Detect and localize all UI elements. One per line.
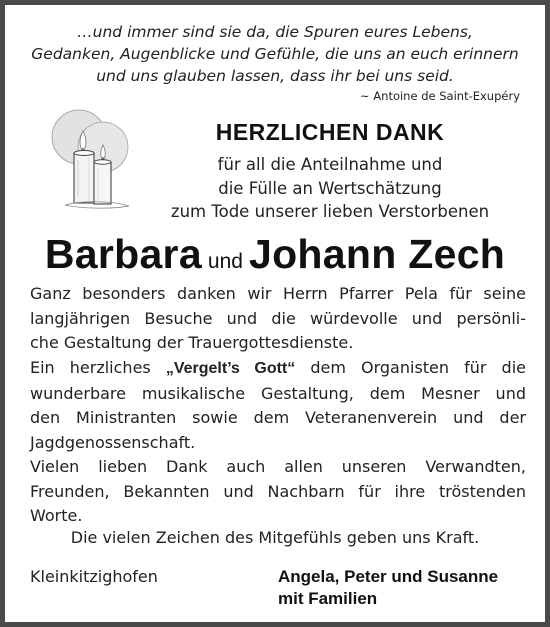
thanks-lines	[150, 153, 510, 224]
paragraph-line: Vielen lieben Dank auch allen unseren Verwandten,	[30, 457, 526, 476]
paragraph-relatives	[30, 455, 526, 529]
quote-line: und uns glauben lassen, dass ihr bei uns seid.	[96, 67, 454, 85]
paragraph-text: dem Organisten für die	[295, 358, 526, 377]
paragraph-line: che Gestaltung der Trauergottesdienste.	[30, 333, 354, 352]
paragraph-line: Ganz besonders danken wir Herrn Pfarrer Pela für seine	[30, 284, 526, 303]
thanks-line: die Fülle an Wertschätzung	[218, 178, 442, 198]
paragraph-line: den Ministranten sowie dem Veteranenverein und der	[30, 408, 526, 427]
quote-author: ~ Antoine de Saint-Exupéry	[360, 89, 520, 103]
signature-line: mit Familien	[278, 589, 378, 608]
candle-left	[74, 148, 94, 203]
closing-line: Die vielen Zeichen des Mitgefühls geben uns Kraft.	[70, 528, 480, 547]
candle-right	[94, 157, 111, 204]
name-first: Barbara	[44, 231, 202, 277]
place-name: Kleinkitzighofen	[30, 567, 158, 586]
thanks-line: zum Tode unserer lieben Verstorbenen	[170, 202, 490, 221]
paragraph-line: Freunden, Bekannten und Nachbarn für ihre tröstenden	[30, 481, 526, 501]
deceased-names	[5, 230, 545, 286]
paragraph-text: Ein herzliches	[30, 358, 166, 377]
vergelts-gott-phrase: „Vergelt’s Gott“	[165, 360, 296, 377]
name-conjunction: und	[207, 250, 243, 273]
paragraph-line	[30, 356, 526, 382]
quote-line: Gedanken, Augenblicke und Gefühle, die uns an euch erinnern	[31, 45, 519, 63]
quote-block	[5, 21, 545, 87]
paragraph-line: wunderbare musikalische Gestaltung, dem Mesner und	[30, 383, 526, 403]
signature-line: Angela, Peter und Susanne	[278, 567, 499, 586]
paragraph-line: langjährigen Besuche und die würdevolle und persönli-	[30, 308, 526, 328]
thanks-heading: HERZLICHEN DANK	[215, 119, 445, 145]
paragraph-line: Worte.	[30, 506, 83, 525]
thanks-line: für all die Anteilnahme und	[217, 155, 443, 174]
name-second: Johann Zech	[248, 231, 506, 277]
paragraph-pastor	[30, 282, 526, 356]
signature-block	[278, 566, 498, 610]
paragraph-organist	[30, 356, 526, 455]
paragraph-line: Jagdgenossenschaft.	[30, 432, 196, 452]
candles-illustration	[43, 105, 147, 215]
quote-line: …und immer sind sie da, die Spuren eures Lebens,	[77, 23, 473, 41]
